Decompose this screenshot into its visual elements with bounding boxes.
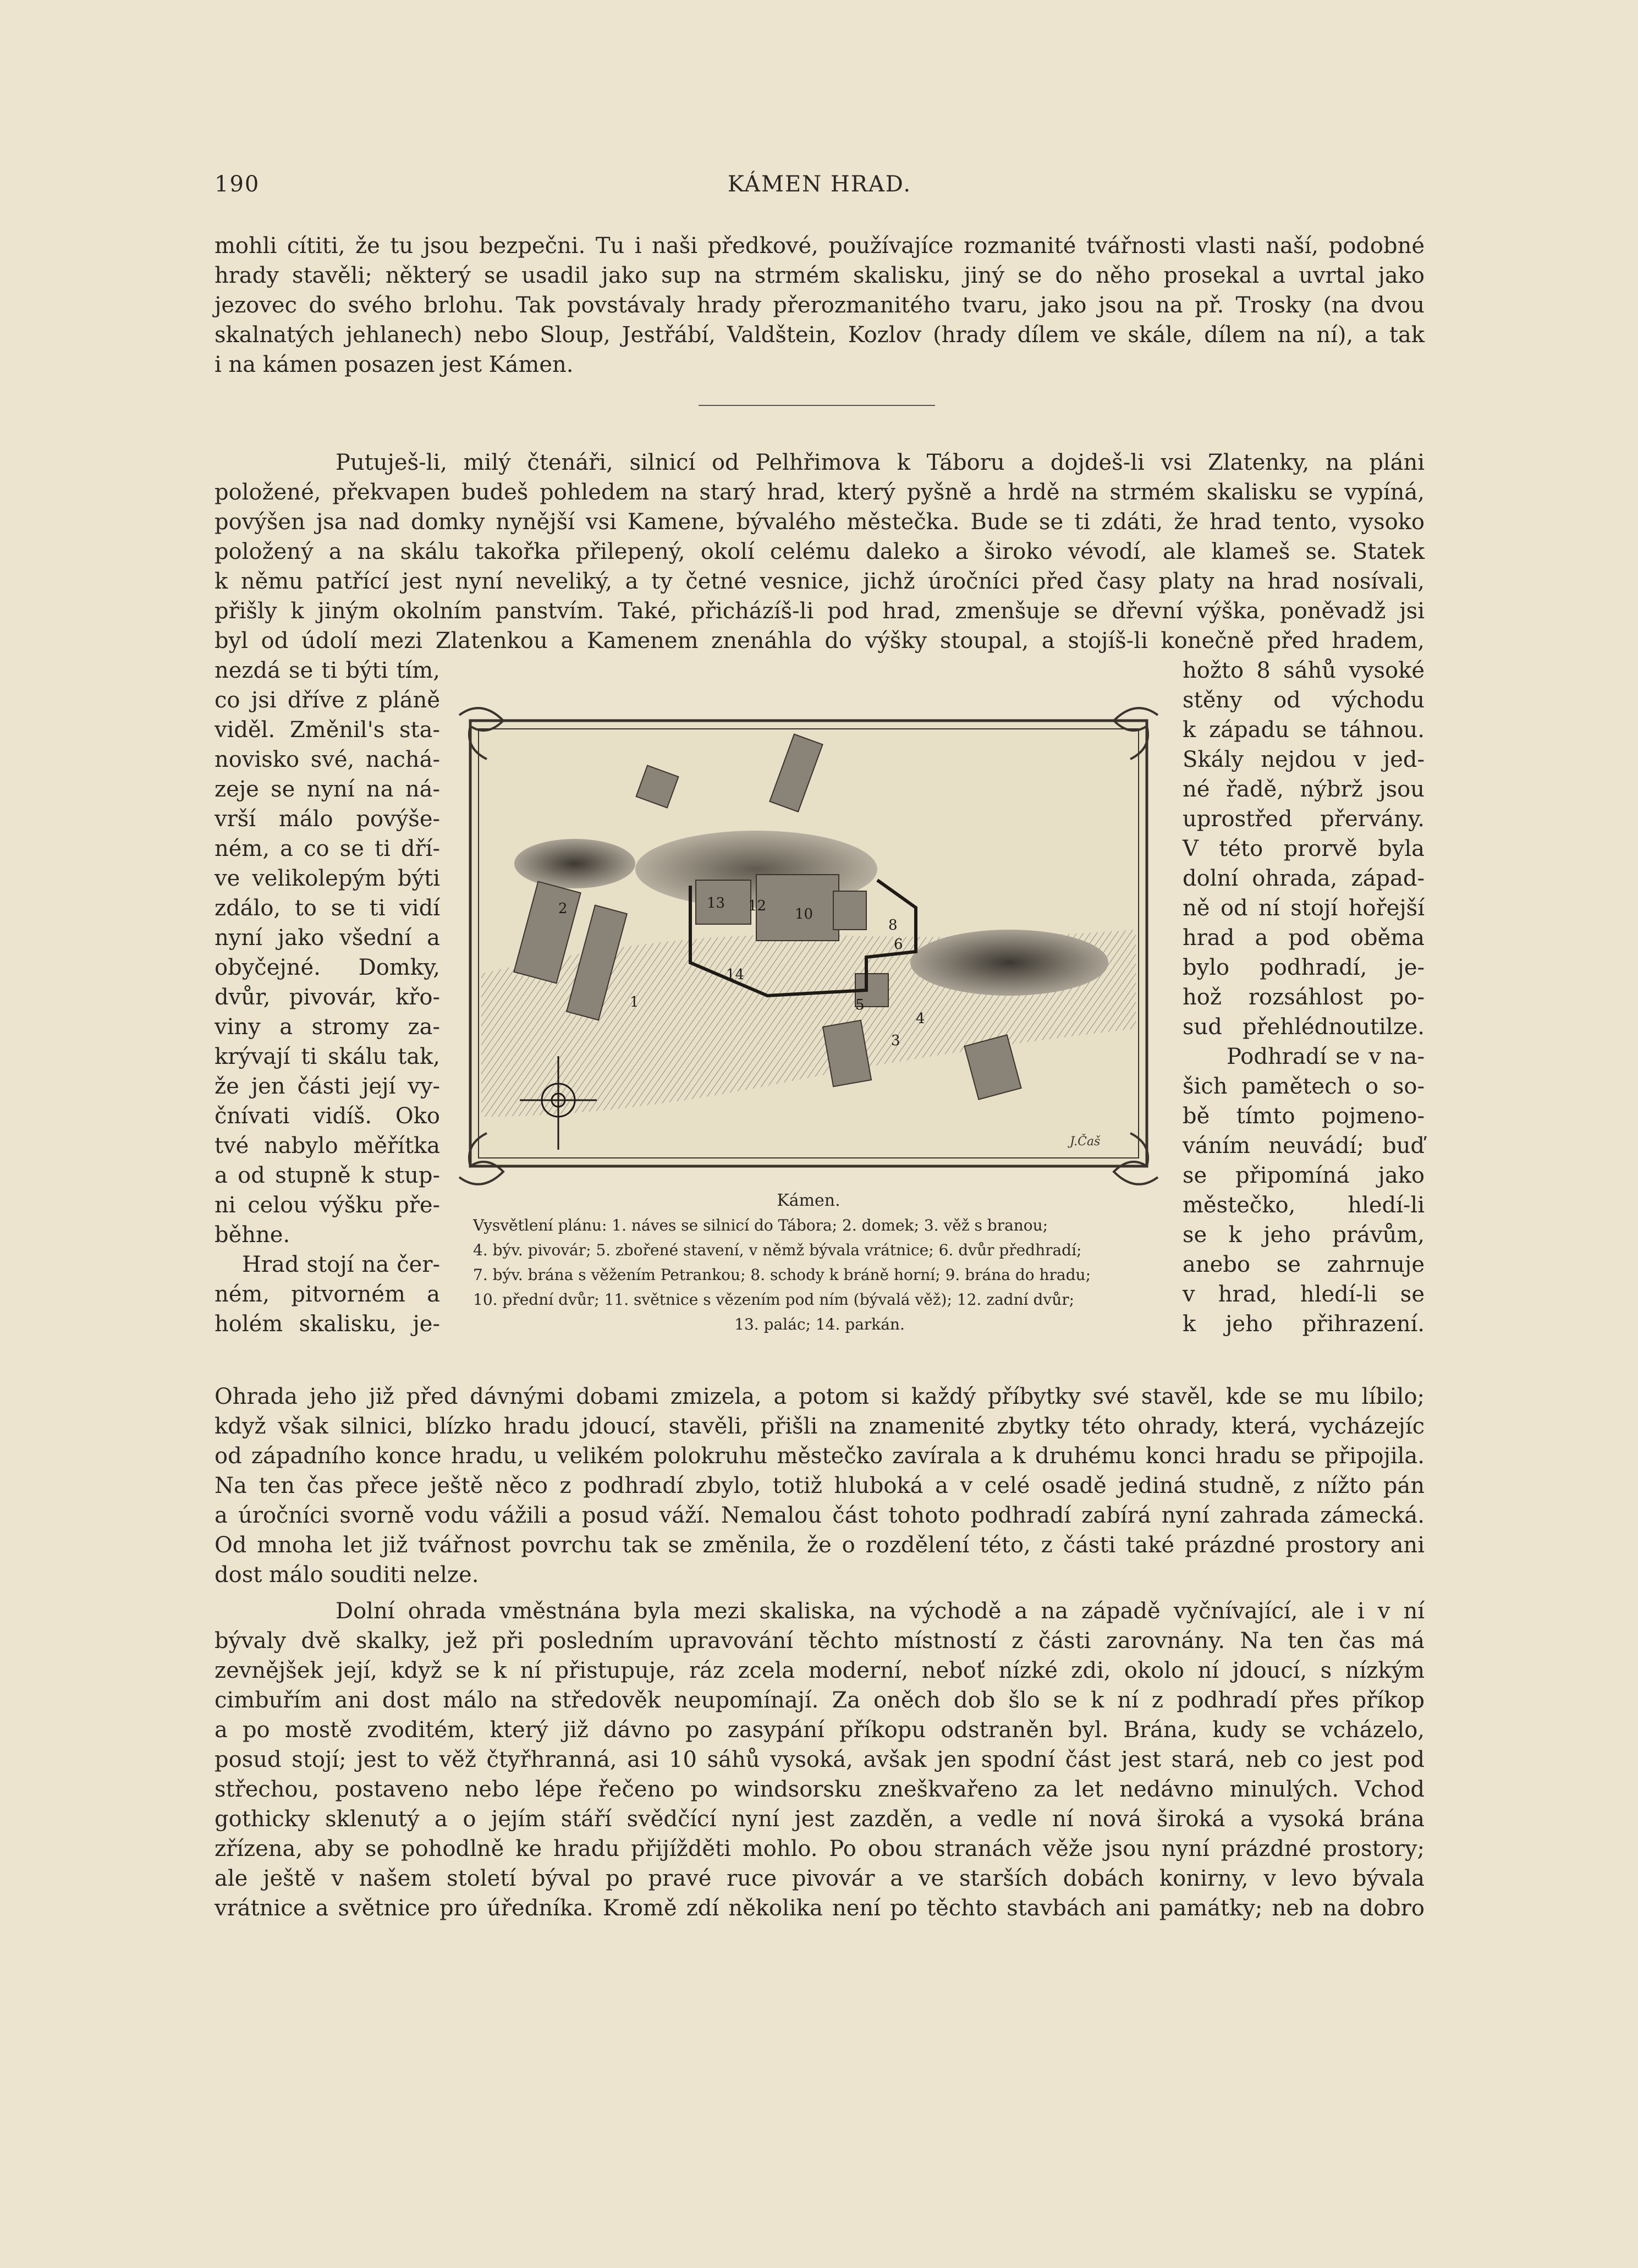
text-line: posud stojí; jest to věž čtyřhranná, asi 10 sáhů vysoká, avšak jen spodní část jest stará, neb co jest pod <box>215 1747 1425 1772</box>
text-line: bě tímto pojmeno- <box>1183 1103 1425 1129</box>
text-line: vrší málo povýše- <box>215 806 440 832</box>
text-line: uprostřed přervány. <box>1183 806 1425 832</box>
text-line: Podhradí se v na- <box>1227 1044 1425 1069</box>
caption-line: Vysvětlení plánu: 1. náves se silnicí do Tábora; 2. domek; 3. věž s branou; <box>473 1216 1048 1234</box>
text-line: a úročníci svorně vodu vážili a posud váží. Nemalou část tohoto podhradí zabírá nyní zahrada zámecká. <box>215 1503 1425 1528</box>
text-line: obyčejné. Domky, <box>215 955 440 980</box>
text-line: zřízena, aby se pohodlně ke hradu přijížděti mohlo. Po obou stranách věže jsou nyní prázdné prostory; <box>215 1836 1425 1861</box>
text-line: a po mostě zvoditém, který již dávno po zasypání příkopu odstraněn byl. Brána, kudy se vcházelo, <box>215 1717 1425 1743</box>
page-number: 190 <box>215 172 260 197</box>
text-line: k jeho přihrazení. <box>1183 1311 1425 1337</box>
paragraph-3 <box>215 1382 1425 1590</box>
text-line: přišly k jiným okolním panstvím. Také, přicházíš-li pod hrad, zmenšuje se dřevní výška, poněvadž jsi <box>215 598 1425 624</box>
figure-caption <box>473 1213 1166 1337</box>
text-line: běhne. <box>215 1222 290 1248</box>
text-line: viny a stromy za- <box>215 1014 440 1040</box>
text-line: sud přehlédnoutilze. <box>1183 1014 1425 1040</box>
text-line: dost málo souditi nelze. <box>215 1562 479 1588</box>
text-line: v hrad, hledí-li se <box>1183 1282 1425 1307</box>
text-line: zeje se nyní na ná- <box>215 777 440 802</box>
left-column-text <box>215 656 440 1339</box>
artist-signature: J.Čaš <box>1070 1135 1101 1149</box>
text-line: vrátnice a světnice pro úředníka. Kromě zdí několika není po těchto stavbách ani památky; neb na dobro <box>215 1896 1425 1921</box>
text-line: bývaly dvě skalky, jež při posledním upravování těchto místností z části zarovnány. Na ten čas má <box>215 1628 1425 1654</box>
text-line: V této prorvě byla <box>1183 836 1425 861</box>
text-line: Putuješ-li, milý čtenáři, silnicí od Pelhřimova k Táboru a dojdeš-li vsi Zlatenky, na pláni <box>336 450 1425 475</box>
text-line: zevnějšek její, když se k ní přistupuje, ráz zcela moderní, neboť nízké zdi, okolo ní jdoucí, s nízkým <box>215 1658 1425 1683</box>
text-line: šich pamětech o so- <box>1183 1074 1425 1099</box>
plan-label: 2 <box>558 900 568 917</box>
plan-label: 4 <box>916 1011 925 1027</box>
text-line: hožto 8 sáhů vysoké <box>1183 658 1425 683</box>
text-line: zdálo, to se ti vidí <box>215 896 440 921</box>
text-line: skalnatých jehlanech) nebo Sloup, Jestřábí, Valdštein, Kozlov (hrady dílem ve skále, dílem na ní), a tak <box>215 322 1425 348</box>
text-line: dolní ohrada, západ- <box>1183 866 1425 891</box>
text-line: Skály nejdou v jed- <box>1183 747 1425 772</box>
text-line: se připomíná jako <box>1183 1163 1425 1188</box>
plan-label: 10 <box>795 906 813 922</box>
text-line: viděl. Změnil's sta- <box>215 717 440 743</box>
text-line: anebo se zahrnuje <box>1183 1252 1425 1277</box>
text-line: bylo podhradí, je- <box>1183 955 1425 980</box>
castle-plan-illustration <box>448 699 1169 1194</box>
text-line: k němu patřící jest nyní neveliký, a ty četné vesnice, jichž úročníci před časy platy na hrad nosívali, <box>215 569 1425 594</box>
text-line: ném, a co se ti dří- <box>215 836 440 861</box>
plan-label: 5 <box>855 997 865 1013</box>
figure-title: Kámen. <box>777 1191 840 1210</box>
caption-line: 10. přední dvůr; 11. světnice s vězením pod ním (bývalá věž); 12. zadní dvůr; <box>473 1290 1075 1309</box>
text-line: jezovec do svého brlohu. Tak povstávaly hrady přerozmanitého tvaru, jako jsou na př. Trosky (na dvou <box>215 293 1425 318</box>
section-divider <box>699 405 935 406</box>
intro-paragraph <box>215 231 1425 380</box>
text-line: co jsi dříve z pláně <box>215 688 440 713</box>
text-line: ně od ní stojí hořejší <box>1183 896 1425 921</box>
text-line: ném, pitvorném a <box>215 1282 440 1307</box>
rock-outcrop <box>514 839 635 888</box>
plan-label: 6 <box>894 936 903 953</box>
text-line: holém skalisku, je- <box>215 1311 440 1337</box>
text-line: čnívati vidíš. Oko <box>215 1103 440 1129</box>
text-line: od západního konce hradu, u velikém polokruhu městečko zavírala a k druhému konci hradu se připojila. <box>215 1443 1425 1469</box>
text-line: cimbuřím ani dost málo na středověk neupomínají. Za oněch dob šlo se k ní z podhradí přes příkop <box>215 1688 1425 1713</box>
text-line: povýšen jsa nad domky nynější vsi Kamene, bývalého městečka. Bude se ti zdáti, že hrad tento, vysoko <box>215 509 1425 535</box>
plan-label: 8 <box>888 917 898 933</box>
text-line: novisko své, nachá- <box>215 747 440 772</box>
text-line: městečko, hledí-li <box>1183 1193 1425 1218</box>
page-header <box>215 172 1425 205</box>
text-line: krývají ti skálu tak, <box>215 1044 440 1069</box>
text-line: když však silnici, blízko hradu jdoucí, stavěli, přišli na znamenité zbytky této ohrady, která, vycházejíc <box>215 1414 1425 1439</box>
text-line: ale ještě v našem století býval po pravé ruce pivovár a ve starších dobách konirny, v levo bývala <box>215 1866 1425 1891</box>
text-line: ni celou výšku pře- <box>215 1193 440 1218</box>
plan-label: 13 <box>707 895 725 911</box>
plan-label: 3 <box>891 1033 900 1049</box>
text-line: Od mnoha let již tvářnost povrchu tak se změnila, že o rozdělení této, z části také prázdné prostory ani <box>215 1533 1425 1558</box>
text-line: střechou, postaveno nebo lépe řečeno po windsorsku zneškvařeno za let nedávno minulých. Vchod <box>215 1777 1425 1802</box>
text-line: Na ten čas přece ještě něco z podhradí zbylo, totiž hluboká a v celé osadě jediná studně, z nížto pán <box>215 1473 1425 1498</box>
text-line: že jen části její vy- <box>215 1074 440 1099</box>
text-line: položené, překvapen budeš pohledem na starý hrad, který pyšně a hrdě na strmém skalisku se vypíná, <box>215 480 1425 505</box>
text-line: hrad a pod oběma <box>1183 925 1425 951</box>
text-line: byl od údolí mezi Zlatenkou a Kamenem znenáhla do výšky stoupal, a stojíš-li konečně před hradem, <box>215 628 1425 654</box>
text-line: nezdá se ti býti tím, <box>215 658 440 683</box>
plan-label: 1 <box>630 994 639 1011</box>
text-line: nyní jako všední a <box>215 925 440 951</box>
text-line: k západu se táhnou. <box>1183 717 1425 743</box>
text-line: stěny od východu <box>1183 688 1425 713</box>
caption-line: 4. býv. pivovár; 5. zbořené stavení, v němž bývala vrátnice; 6. dvůr předhradí; <box>473 1241 1082 1259</box>
text-line: Ohrada jeho již před dávnými dobami zmizela, a potom si každý příbytky své stavěl, kde se mu líbilo; <box>215 1384 1425 1409</box>
caption-line: 7. býv. brána s věžením Petrankou; 8. schody k bráně horní; 9. brána do hradu; <box>473 1266 1091 1284</box>
text-line: ve velikolepým býti <box>215 866 440 891</box>
paragraph-2 <box>215 448 1425 656</box>
text-line: se k jeho právům, <box>1183 1222 1425 1248</box>
text-line: Dolní ohrada vměstnána byla mezi skaliska, na východě a na západě vyčnívající, ale i v ní <box>336 1599 1425 1624</box>
text-line: hož rozsáhlost po- <box>1183 985 1425 1010</box>
text-line: Hrad stojí na čer- <box>242 1252 440 1277</box>
running-head: KÁMEN HRAD. <box>727 172 912 197</box>
text-line: položený a na skálu takořka přilepený, okolí celému daleko a široko vévodí, ale klameš se. Statek <box>215 539 1425 564</box>
text-line: né řadě, nýbrž jsou <box>1183 777 1425 802</box>
rock-outcrop <box>910 930 1108 996</box>
caption-line: 13. palác; 14. parkán. <box>734 1315 905 1333</box>
plan-label: 12 <box>748 898 767 914</box>
text-line: mohli cítiti, že tu jsou bezpečni. Tu i naši předkové, používajíce rozmanité tvářnosti vlasti naší, podobné <box>215 233 1425 259</box>
right-column-text <box>1183 656 1425 1339</box>
text-line: a od stupně k stup- <box>215 1163 440 1188</box>
plan-label: 14 <box>726 966 745 983</box>
text-line: dvůr, pivovár, křo- <box>215 985 440 1010</box>
text-line: hrady stavěli; některý se usadil jako sup na strmém skalisku, jiný se do něho prosekal a uvrtal jako <box>215 263 1425 288</box>
text-line: tvé nabylo měřítka <box>215 1133 440 1158</box>
paragraph-4 <box>215 1596 1425 1923</box>
text-line: i na kámen posazen jest Kámen. <box>215 352 574 377</box>
text-line: váním neuvádí; buď <box>1183 1133 1425 1158</box>
text-line: gothicky sklenutý a o jejím stáří svědčící nyní jest zazděn, a vedle ní nová široká a vysoká brána <box>215 1806 1425 1832</box>
